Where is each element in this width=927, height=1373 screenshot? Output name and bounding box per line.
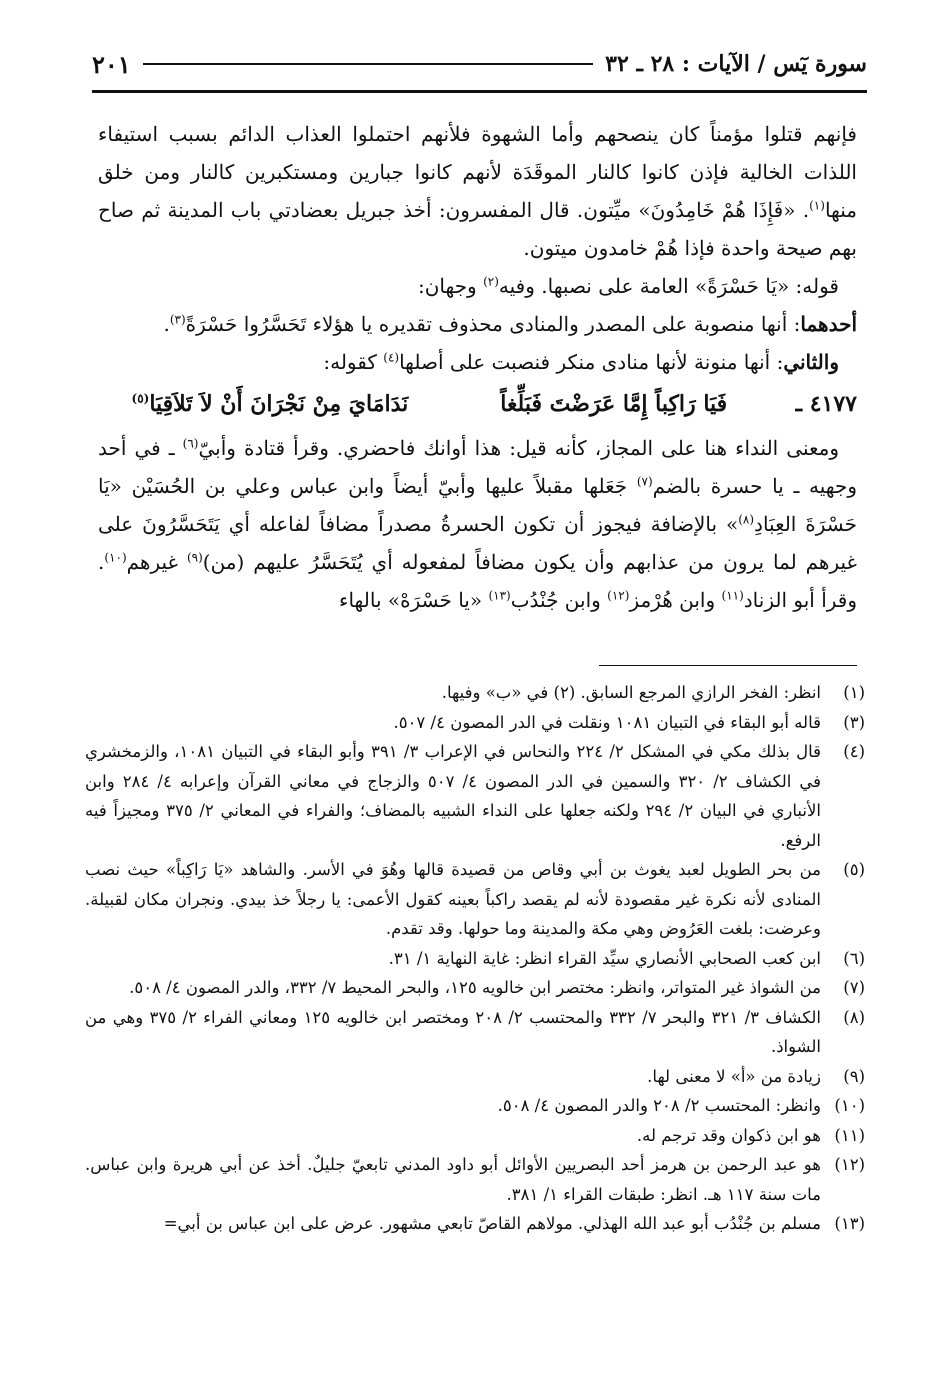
footnote-ref[interactable]: (٣): [169, 312, 186, 327]
footnote-separator: [599, 665, 857, 666]
main-text: [98, 115, 857, 619]
paragraph-4: والثاني: أنها منونة لأنها منادى منكر فنصبت على أصلها$^{(٤)}$ كقوله:: [323, 350, 839, 374]
footnote-9: (٩) زيادة من «أ» لا معنى لها.: [647, 1066, 865, 1086]
footnote-ref[interactable]: (١): [809, 198, 825, 213]
verse-number: ٤١٧٧ ـ: [795, 391, 857, 417]
footnote-ref[interactable]: (٦): [182, 436, 199, 451]
footnote-ref[interactable]: (٥): [131, 391, 150, 406]
page-header: [92, 40, 867, 88]
verse-first-hemistich: فَيَا رَاكِباً إِمَّا عَرَضْتَ فَبَلِّغاً: [500, 391, 728, 417]
footnote-8: (٨) الكشاف ٣/ ٣٢١ والبحر ٧/ ٣٣٢ والمحتسب ٢/ ٢٠٨ ومختصر ابن خالويه ١٢٥ ومعاني الفراء ٢/ ٣٧٥ وهي من الشواذ.: [85, 1007, 865, 1056]
footnote-10: (١٠) وانظر: المحتسب ٢/ ٢٠٨ والدر المصون ٤/ ٥٠٨.: [497, 1096, 865, 1115]
footnote-3: (٣) قاله أبو البقاء في التبيان ١٠٨١ ونقلت في الدر المصون ٤/ ٥٠٧.: [393, 712, 865, 732]
footnote-ref[interactable]: (٢): [483, 274, 499, 289]
footnote-ref[interactable]: (٩): [186, 550, 203, 565]
footnote-ref[interactable]: (٧): [636, 474, 653, 489]
footnote-4: (٤) قال بذلك مكي في المشكل ٢/ ٢٢٤ والنحاس في الإعراب ٣/ ٣٩١ وأبو البقاء في التبيان ١٠٨١، والزمخشري في الكشاف ٢/ ٣٢٠ والسمين في الدر المصون ٤/ ٥٠٧ والزجاج في معاني القرآن وإعرابه ٤/ ٢٨٤ وابن الأنباري في البيان ٢/ ٢٩٤ ولكنه جعلها على النداء الشبيه بالمضاف؛ والفراء في المعاني ٢/ ٣٧٥ ومجيزاً فيه الرفع.: [85, 742, 865, 850]
footnote-12: (١٢) هو عبد الرحمن بن هرمز أحد البصريين الأوائل أبو داود المدني تابعيّ جليلٌ. أخذ عن أبي هريرة وابن عباس. مات سنة ١١٧ هـ. انظر: طبقات القراء ١/ ٣٨١.: [85, 1155, 865, 1204]
first-aspect-label: أحدهما: [800, 312, 857, 336]
footnotes-section: [85, 678, 865, 1239]
footnote-ref[interactable]: (١١): [721, 588, 744, 603]
footnote-ref[interactable]: (١٠): [104, 550, 127, 565]
footnote-6: (٦) ابن كعب الصحابي الأنصاري سيِّد القراء انظر: غاية النهاية ١/ ٣١.: [388, 948, 865, 968]
footnote-ref[interactable]: (٨): [738, 512, 755, 527]
footnote-5: (٥) من بحر الطويل لعبد يغوث بن أبي وقاص من قصيدة قالها وهُوَ في الأسر. والشاهد «يَا رَاكِباً» حيث نصب المنادى لأنه نكرة غير مقصودة لأنه لم يقصد راكباً بعينه كقول الأعمى: يا رجلاً خذ بيدي. ونجران مكان لقبيلة. وعرضت: بلغت العَرُوض وهي مكة والمدينة وما حولها. وقد تقدم.: [85, 860, 865, 938]
footnote-ref[interactable]: (١٢): [607, 588, 630, 603]
footnote-7: (٧) من الشواذ غير المتواتر، وانظر: مختصر ابن خالويه ١٢٥، والبحر المحيط ٧/ ٣٣٢، والدر المصون ٤/ ٥٠٨.: [129, 978, 865, 997]
paragraph-2: قوله: «يَا حَسْرَةً» العامة على نصبها. وفيه$^{(٢)}$ وجهان:: [417, 274, 839, 298]
page-number: ٢٠١: [92, 49, 131, 79]
paragraph-5: ومعنى النداء هنا على المجاز، كأنه قيل: هذا أوانك فاحضري. وقرأ قتادة وأبيّ$^{(٦)}$ ـ في أحد وجهيه ـ يا حسرة بالضم$^{(٧)}$ جَعَلها مقبلاً عليها وأبيّ أيضاً وابن عباس وعلي بن الحُسَيْن «يَا حَسْرَةَ العِبَادِ$^{(٨)}$» بالإضافة فيجوز أن تكون الحسرةُ مصدراً مضافاً لفاعله أي يَتَحَسَّرُونَ على غيرهم لما يرون من عذابهم وأن يكون مضافاً لمفعوله أي يُتَحَسَّرُ عليهم (من)$^{(٩)}$ غيرهم$^{(١٠)}$. وقرأ أبو الزناد$^{(١١)}$ وابن هُرْمز$^{(١٢)}$ وابن جُنْدُب$^{(١٣)}$ «يا حَسْرَهْ» بالهاء: [98, 436, 857, 612]
footnote-13: (١٣) مسلم بن جُنْدُب أبو عبد الله الهذلي. مولاهم القاصّ تابعي مشهور. عرض على ابن عباس بن أبي=: [163, 1214, 865, 1233]
verse-second-hemistich: نَدَامَايَ مِنْ نَجْرَانَ أَنْ لاَ تَلاَقِيَا$^{(٥)}$: [131, 391, 409, 417]
poetry-verse: [98, 385, 857, 423]
running-title: سورة يٓس / الآيات : ٢٨ ـ ٣٢: [605, 51, 867, 77]
header-divider: [92, 90, 867, 93]
header-rule: [143, 63, 594, 65]
footnote-11: (١١) هو ابن ذكوان وقد ترجم له.: [636, 1125, 865, 1145]
footnote-ref[interactable]: (٤): [383, 350, 400, 365]
footnote-1: (١) انظر: الفخر الرازي المرجع السابق. (٢) في «ب» وفيها.: [441, 683, 865, 702]
paragraph-1: فإنهم قتلوا مؤمناً كان ينصحهم وأما الشهوة فلأنهم احتملوا العذاب الدائم بسبب استيفاء اللذات الخالية فإذن كانوا كالنار الموقَدَة لأنهم كانوا جبارين ومستكبرين كالنار ومن خلق منها$^{(١)}$. «فَإِذَا هُمْ خَامِدُونَ» ميِّتون. قال المفسرون: أخذ جبريل بعضادتي باب المدينة ثم صاح بهم صيحة واحدة فإذا هُمْ خامدون ميتون.: [98, 122, 857, 260]
paragraph-3: أحدهما: أنها منصوبة على المصدر والمنادى محذوف تقديره يا هؤلاء تَحَسَّرُوا حَسْرَةً$^{(٣)}$.: [163, 312, 857, 336]
footnote-ref[interactable]: (١٣): [488, 588, 511, 603]
second-aspect-label: والثاني: [783, 350, 839, 374]
